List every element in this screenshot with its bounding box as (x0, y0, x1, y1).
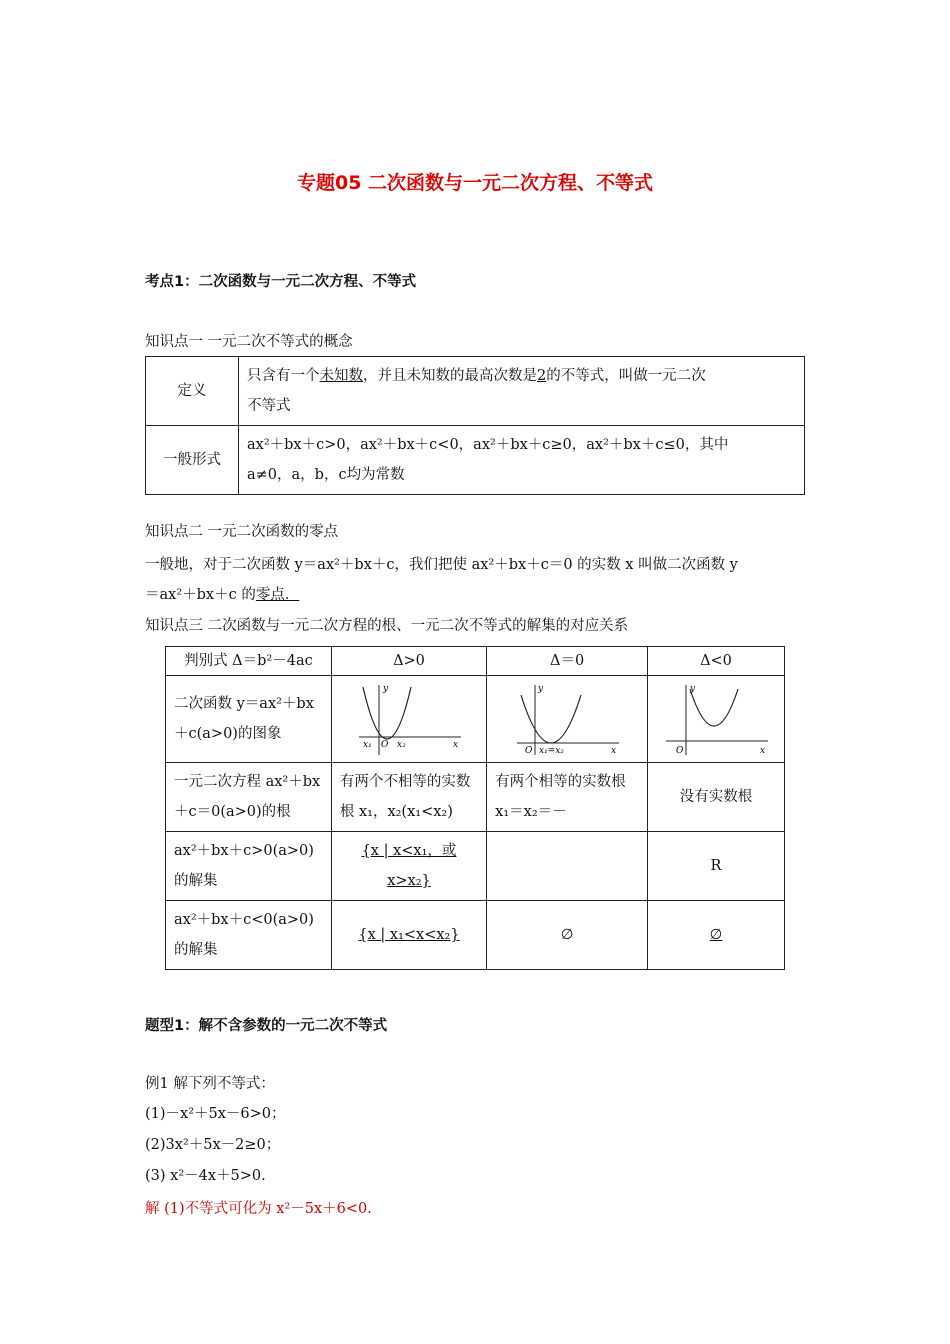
definition-label: 定义 (146, 357, 239, 426)
roots-two: 有两个不相等的实数根 x₁，x₂(x₁<x₂) (331, 763, 486, 832)
gt-two: {x | x<x₁，或 x>x₂} (331, 832, 486, 901)
header-negative: Δ<0 (648, 647, 785, 676)
graph-label-o: O (676, 746, 684, 756)
header-discriminant: 判别式 Δ＝b²－4ac (166, 647, 332, 676)
graph-label-y: y (383, 684, 389, 694)
graph-row-label: 二次函数 y＝ax²＋bx＋c(a>0)的图象 (166, 676, 332, 763)
parabola-two-roots-graph (349, 681, 469, 757)
solution-line: 解 (1)不等式可化为 x²－5x＋6<0. (145, 1201, 372, 1217)
graph-no-root (648, 676, 785, 763)
kp2-line1: 一般地，对于二次函数 y＝ax²＋bx＋c，我们把使 ax²＋bx＋c＝0 的实数 x 叫做二次函数 y (145, 557, 738, 573)
kp2-heading: 知识点二 一元二次函数的零点 (145, 524, 339, 540)
page-title: 专题05 二次函数与一元二次方程、不等式 (296, 172, 654, 194)
table-row (166, 763, 785, 832)
lt-two: {x | x₁<x<x₂} (331, 901, 486, 970)
example-item-1: (1)－x²＋5x－6>0； (145, 1106, 286, 1122)
gt-one (487, 832, 648, 901)
header-positive: Δ>0 (331, 647, 486, 676)
kaodian-heading: 考点1：二次函数与一元二次方程、不等式 (145, 274, 417, 290)
table-row (166, 832, 785, 901)
lt-row-label: ax²＋bx＋c<0(a>0)的解集 (166, 901, 332, 970)
general-form-cell: ax²＋bx＋c>0，ax²＋bx＋c<0，ax²＋bx＋c≥0，ax²＋bx＋c≤0，其中 a≠0，a，b，c均为常数 (239, 426, 805, 495)
table-row (146, 357, 805, 426)
roots-row-label: 一元二次方程 ax²＋bx＋c＝0(a>0)的根 (166, 763, 332, 832)
table-row (166, 647, 785, 676)
header-zero: Δ＝0 (487, 647, 648, 676)
lt-none: ∅ (648, 901, 785, 970)
gt-row-label: ax²＋bx＋c>0(a>0)的解集 (166, 832, 332, 901)
example-item-2: (2)3x²＋5x－2≥0； (145, 1137, 281, 1153)
table-row (166, 901, 785, 970)
definition-cell: 只含有一个未知数，并且未知数的最高次数是2的不等式，叫做一元二次 不等式 (239, 357, 805, 426)
graph-label-y: y (538, 684, 544, 694)
roots-none: 没有实数根 (648, 763, 785, 832)
kp1-heading: 知识点一 一元二次不等式的概念 (145, 334, 353, 350)
graph-label-y: y (690, 684, 696, 694)
graph-label-x1: x₁ (363, 740, 372, 750)
tixing-heading: 题型1：解不含参数的一元二次不等式 (145, 1018, 388, 1034)
graph-label-x2: x₂ (397, 740, 406, 750)
example-item-3: (3) x²－4x＋5>0. (145, 1168, 266, 1184)
graph-one-root (487, 676, 648, 763)
parabola-no-root-graph (656, 681, 776, 757)
graph-label-o: O (381, 740, 389, 750)
graph-label-x: x (760, 746, 766, 756)
kp2-line2: ＝ax²＋bx＋c 的零点． (145, 587, 300, 603)
table-row (166, 676, 785, 763)
example-label: 例1 解下列不等式： (145, 1076, 275, 1092)
graph-two-roots (331, 676, 486, 763)
kp3-heading: 知识点三 二次函数与一元二次方程的根、一元二次不等式的解集的对应关系 (145, 618, 629, 634)
relation-table (165, 646, 785, 970)
roots-one: 有两个相等的实数根 x₁＝x₂＝－ (487, 763, 648, 832)
general-form-label: 一般形式 (146, 426, 239, 495)
graph-label-x1x2: x₁=x₂ (539, 746, 564, 756)
parabola-one-root-graph (507, 681, 627, 757)
graph-label-x: x (453, 740, 459, 750)
graph-label-x: x (611, 746, 617, 756)
graph-label-o: O (525, 746, 533, 756)
gt-none: R (648, 832, 785, 901)
lt-one: ∅ (487, 901, 648, 970)
concept-table (145, 356, 805, 495)
table-row (146, 426, 805, 495)
